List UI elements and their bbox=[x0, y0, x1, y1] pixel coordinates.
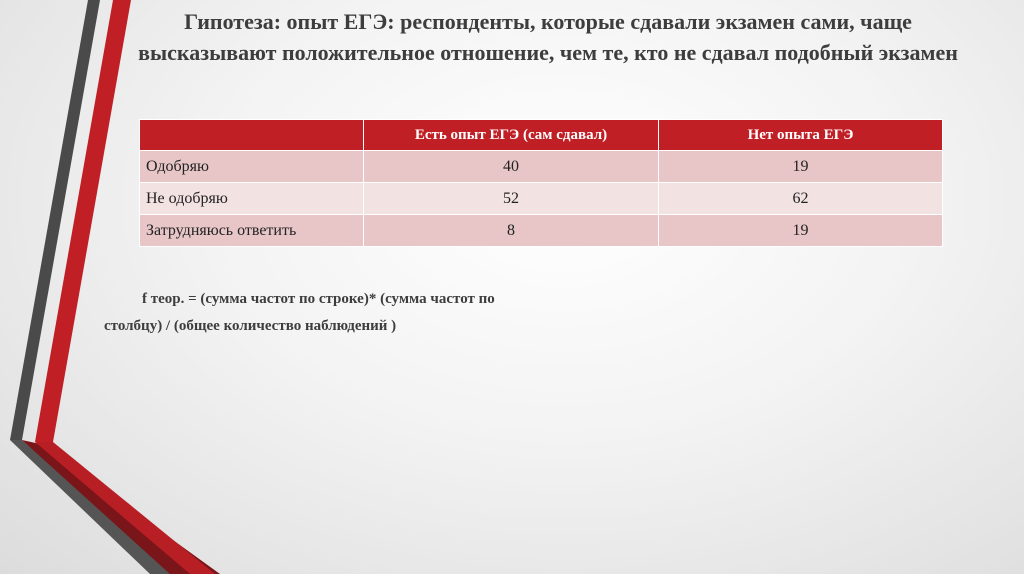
contingency-table bbox=[139, 119, 943, 247]
row-label: Не одобряю bbox=[140, 183, 364, 215]
cell-value: 19 bbox=[659, 215, 943, 247]
formula-line-1: f теор. = (сумма частот по строке)* (сумма частот по bbox=[142, 291, 495, 307]
slide-title: Гипотеза: опыт ЕГЭ: респонденты, которые сдавали экзамен сами, чаще высказывают положительное отношение, чем те, кто не сдавал подобный экзамен bbox=[138, 9, 958, 65]
formula-line-2: столбцу) / (общее количество наблюдений ) bbox=[104, 318, 397, 334]
contingency-table-container bbox=[139, 119, 942, 247]
formula-text bbox=[104, 286, 624, 340]
table-row bbox=[140, 183, 943, 215]
header-empty-cell bbox=[140, 120, 364, 151]
header-has-experience: Есть опыт ЕГЭ (сам сдавал) bbox=[364, 120, 659, 151]
header-no-experience: Нет опыта ЕГЭ bbox=[659, 120, 943, 151]
cell-value: 52 bbox=[364, 183, 659, 215]
cell-value: 62 bbox=[659, 183, 943, 215]
row-label: Одобряю bbox=[140, 151, 364, 183]
row-label: Затрудняюсь ответить bbox=[140, 215, 364, 247]
table-row bbox=[140, 151, 943, 183]
cell-value: 8 bbox=[364, 215, 659, 247]
table-row bbox=[140, 215, 943, 247]
cell-value: 19 bbox=[659, 151, 943, 183]
red-band-diagonal bbox=[35, 442, 215, 574]
table-header-row bbox=[140, 120, 943, 151]
cell-value: 40 bbox=[364, 151, 659, 183]
